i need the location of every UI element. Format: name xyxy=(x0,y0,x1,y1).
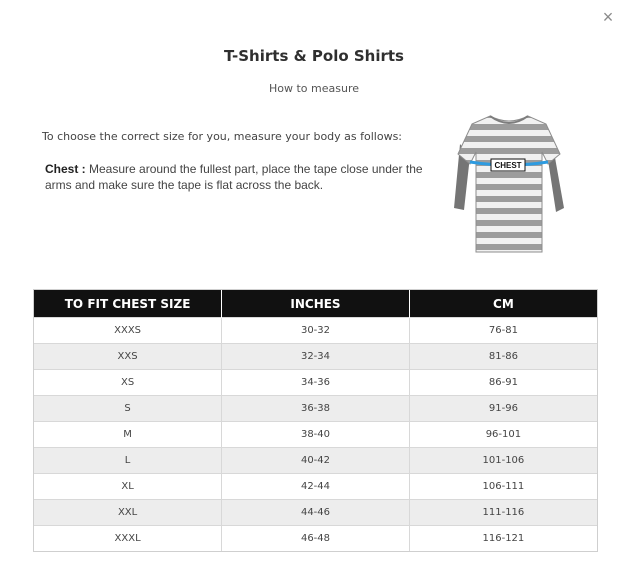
inches-cell: 40-42 xyxy=(222,448,410,474)
cm-cell: 76-81 xyxy=(409,318,597,344)
table-row xyxy=(34,422,597,448)
size-cell: XXXL xyxy=(34,526,222,552)
chest-label: Chest : xyxy=(45,162,86,176)
chest-instructions xyxy=(45,161,435,193)
chest-tag-text: CHEST xyxy=(494,161,522,170)
size-cell: XXS xyxy=(34,344,222,370)
inches-cell: 46-48 xyxy=(222,526,410,552)
inches-cell: 42-44 xyxy=(222,474,410,500)
table-row xyxy=(34,370,597,396)
size-cell: S xyxy=(34,396,222,422)
table-row xyxy=(34,396,597,422)
close-icon[interactable]: × xyxy=(602,7,614,27)
tshirt-body-shape xyxy=(458,116,560,252)
cm-cell: 111-116 xyxy=(409,500,597,526)
size-cell: XS xyxy=(34,370,222,396)
size-cell: XXL xyxy=(34,500,222,526)
tshirt-measure-illustration xyxy=(452,112,566,270)
size-cell: XXXS xyxy=(34,318,222,344)
inches-cell: 44-46 xyxy=(222,500,410,526)
table-row xyxy=(34,526,597,552)
chest-description: Measure around the fullest part, place the tape close under the arms and make sure the tape is flat across the back. xyxy=(45,162,423,192)
table-row xyxy=(34,318,597,344)
table-header-row xyxy=(34,290,597,318)
cm-cell: 86-91 xyxy=(409,370,597,396)
cm-cell: 106-111 xyxy=(409,474,597,500)
cm-cell: 101-106 xyxy=(409,448,597,474)
inches-cell: 30-32 xyxy=(222,318,410,344)
inches-cell: 38-40 xyxy=(222,422,410,448)
table-row xyxy=(34,500,597,526)
measure-intro-text: To choose the correct size for you, measure your body as follows: xyxy=(42,130,403,143)
cm-cell: 91-96 xyxy=(409,396,597,422)
cm-cell: 81-86 xyxy=(409,344,597,370)
cm-cell: 116-121 xyxy=(409,526,597,552)
size-chart-table xyxy=(33,289,598,552)
table-row xyxy=(34,448,597,474)
inches-cell: 34-36 xyxy=(222,370,410,396)
inches-cell: 36-38 xyxy=(222,396,410,422)
table-row xyxy=(34,474,597,500)
cm-cell: 96-101 xyxy=(409,422,597,448)
header-cm: CM xyxy=(409,290,597,318)
header-chest-size: TO FIT CHEST SIZE xyxy=(34,290,222,318)
inches-cell: 32-34 xyxy=(222,344,410,370)
header-inches: INCHES xyxy=(222,290,410,318)
size-cell: L xyxy=(34,448,222,474)
size-cell: M xyxy=(34,422,222,448)
dialog-title: T-Shirts & Polo Shirts xyxy=(224,47,404,65)
table-row xyxy=(34,344,597,370)
dialog-subtitle: How to measure xyxy=(268,82,359,95)
size-cell: XL xyxy=(34,474,222,500)
